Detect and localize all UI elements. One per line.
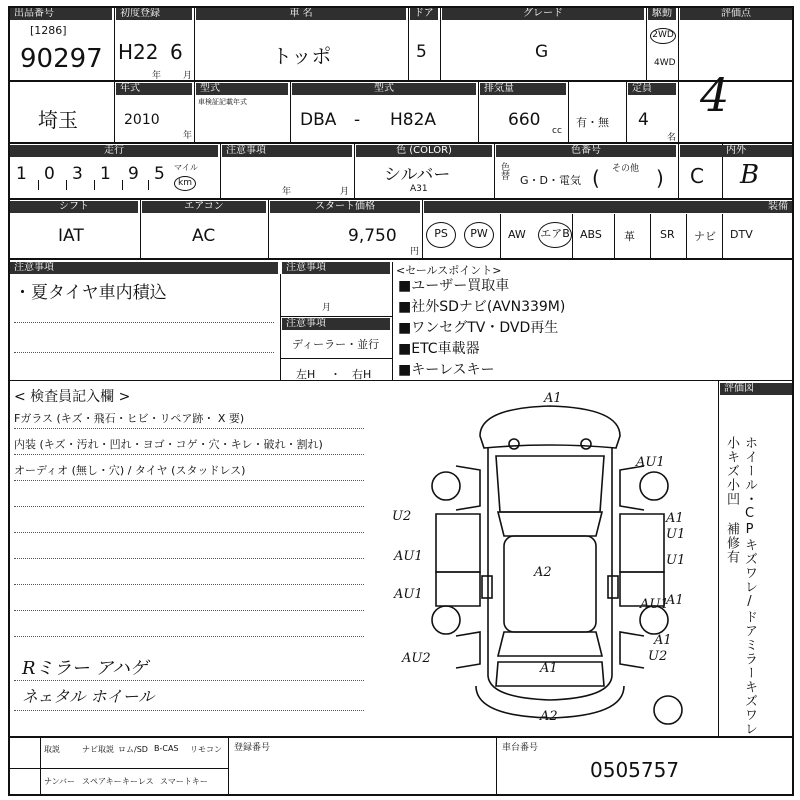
aircon: AC: [192, 226, 216, 246]
model-prefix: DBA: [300, 110, 337, 130]
shift-header: シフト: [10, 201, 138, 213]
footer-item: リモコン: [190, 745, 222, 754]
dotted-line: [14, 454, 364, 455]
equipment-leather: 革: [624, 230, 635, 243]
damage-mark: AU1: [636, 455, 665, 470]
price-header: スタート価格: [270, 201, 420, 213]
rule-v: [478, 80, 479, 142]
repaint-header: 内外: [680, 145, 792, 157]
rule-v: [392, 262, 393, 380]
rule-row2-bottom: [8, 142, 794, 144]
drive-2wd: 2WD: [650, 28, 676, 44]
dotted-line: [14, 636, 364, 637]
mileage-digit: 0: [44, 164, 55, 184]
steering-right: 右H: [352, 368, 372, 381]
rule-v: [614, 214, 615, 258]
region: 埼玉: [38, 108, 78, 132]
color-options: G・D・電気: [520, 174, 581, 187]
footer-item: ナビ取説: [82, 745, 114, 754]
rule-v: [494, 142, 495, 198]
handwritten-note-1: Rミラー アハゲ: [22, 658, 148, 679]
chassis-label: 車台番号: [502, 743, 539, 753]
equipment-abs: ABS: [580, 228, 602, 241]
rule-v: [718, 380, 719, 736]
first-reg-header: 初度登録: [116, 8, 192, 20]
inspector-title: < 検査員記入欄 >: [14, 389, 131, 405]
color-change: 色替: [499, 162, 509, 180]
car-damage-diagram: [380, 386, 716, 732]
footer-item: ナンバー: [44, 777, 76, 786]
capacity-value: 4: [638, 110, 649, 130]
rule-v: [354, 142, 355, 198]
model-year-note: 車検証記載年式: [198, 98, 247, 106]
dotted-line: [14, 480, 364, 481]
damage-mark: AU2: [402, 651, 431, 666]
steering-header: 注意事項: [282, 318, 390, 330]
title-header: 型式: [196, 83, 288, 95]
equipment-ps: PS: [426, 222, 456, 248]
dealer-type: ディーラー・並行: [292, 338, 380, 351]
sales-point: ■ユーザー買取車: [398, 278, 510, 294]
dotted-line: [14, 610, 364, 611]
footer-item: ロム/SD: [118, 745, 148, 754]
inspection-header: 注意事項: [222, 145, 352, 157]
first-reg-month: 6: [170, 40, 183, 64]
model-year-unit: 年: [183, 131, 193, 141]
rule-v: [194, 80, 195, 142]
sales-point: ■ワンセグTV・DVD再生: [398, 320, 559, 336]
steering-sep: ・: [330, 368, 341, 381]
price-unit: 円: [410, 247, 420, 257]
lot-header: 出品番号: [10, 8, 112, 20]
rule-v: [228, 736, 229, 796]
color-no-header: 色番号: [496, 145, 676, 157]
dotted-line: [14, 428, 364, 429]
dotted-line: [14, 506, 364, 507]
car-name-header: 車 名: [196, 8, 406, 20]
dealer-month: 月: [322, 303, 332, 313]
rule-footer-top: [8, 736, 794, 738]
rule-h: [280, 358, 392, 359]
inspector-line1: Fガラス (キズ・飛石・ヒビ・リペア跡・ X 要): [14, 412, 245, 425]
footer-item: B-CAS: [154, 744, 179, 753]
left-rear-fender: [456, 632, 480, 668]
damage-mark: A1: [544, 391, 562, 406]
sales-points: [398, 276, 565, 381]
displacement-unit: cc: [552, 126, 562, 136]
color-name: シルバー: [384, 165, 451, 185]
damage-mark: U2: [648, 649, 668, 664]
handwritten-note-2: ネェタル ホイール: [22, 687, 155, 706]
equipment-airbag: エアB: [538, 222, 572, 248]
damage-mark: A1: [666, 593, 684, 608]
left-mirror-shape: [482, 576, 492, 598]
footer-item: スマートキー: [160, 777, 208, 786]
equipment-list: [424, 214, 794, 258]
lot-number: 90297: [20, 44, 103, 74]
mileage-digit: 9: [128, 164, 139, 184]
damage-mark: U1: [666, 553, 686, 568]
dotted-line: [14, 352, 274, 353]
interior-grade: C: [690, 164, 704, 188]
sales-point: ■キーレスキー: [398, 362, 495, 378]
front-left-wheel-icon: [432, 472, 460, 500]
rear-window-shape: [498, 632, 602, 656]
mileage-digit: 1: [100, 164, 111, 184]
month-label: 月: [183, 71, 193, 81]
model-header: 型式: [292, 83, 476, 95]
dotted-line: [14, 680, 364, 681]
recycle: 有・無: [576, 116, 609, 129]
digit-sep: [94, 180, 95, 190]
model-year-header: 年式: [116, 83, 192, 95]
mileage-mile: マイル: [174, 163, 198, 172]
damage-mark: A1: [540, 661, 558, 676]
rule-v: [678, 6, 679, 198]
front-bumper-shape: [480, 406, 620, 448]
rule-v: [40, 736, 41, 796]
displacement-value: 660: [508, 110, 541, 130]
inspector-line2: 内装 (キズ・汚れ・凹れ・ヨゴ・コゲ・穴・キレ・破れ・割れ): [14, 438, 323, 451]
sales-point: ■ETC車載器: [398, 341, 480, 357]
mileage-digit: 3: [72, 164, 83, 184]
inspection-month: 月: [340, 187, 350, 197]
equipment-sr: SR: [660, 228, 675, 241]
damage-mark: A2: [534, 565, 552, 580]
capacity-header: 定員: [628, 83, 676, 95]
grade-header: グレード: [442, 8, 644, 20]
damage-mark: U2: [392, 509, 412, 524]
rule-row1-bottom: [8, 80, 794, 82]
equipment-navi: ナビ: [694, 230, 716, 243]
sales-point: ■社外SDナビ(AVN339M): [398, 299, 566, 315]
damage-mark: AU1: [394, 587, 423, 602]
inspection-year: 年: [282, 187, 292, 197]
right-mirror-shape: [608, 576, 618, 598]
score-value: 4: [700, 68, 730, 122]
rule-v: [194, 6, 195, 81]
equipment-header: 装備: [424, 201, 792, 213]
rule-v: [114, 80, 115, 142]
footer-item: キーレス: [122, 777, 154, 786]
dotted-line: [14, 558, 364, 559]
dotted-line: [14, 322, 274, 323]
side-header: 評価図: [720, 383, 792, 395]
windshield-shape: [498, 512, 602, 536]
model-dash: -: [354, 110, 361, 130]
rule-v: [440, 6, 441, 81]
exterior-grade: B: [740, 160, 760, 190]
inspector-line3: オーディオ (無し・穴) / タイヤ (スタッドレス): [14, 464, 246, 477]
footer-item: スペアキー: [82, 777, 122, 786]
right-rear-fender: [620, 632, 644, 668]
right-light-icon: [581, 439, 591, 449]
side-note: ホイール・CPキズワレ/ドアミラーキズワレ 小キズ小凹 補修有: [724, 436, 757, 736]
score-header: 評価点: [680, 8, 792, 20]
color-other: その他: [612, 164, 640, 174]
rear-left-wheel-icon: [432, 606, 460, 634]
rule-v: [280, 274, 281, 380]
color-header: 色 (COLOR): [356, 145, 492, 157]
rule-v: [686, 214, 687, 258]
dealer-header: 注意事項: [282, 262, 390, 274]
paren-open: (: [592, 166, 600, 190]
drive-4wd: 4WD: [654, 58, 676, 68]
capacity-unit: 名: [667, 133, 677, 143]
damage-mark: A2: [540, 709, 558, 724]
color-code: A31: [410, 184, 428, 194]
chassis-number: 0505757: [590, 758, 680, 782]
mileage-km: km: [174, 176, 196, 191]
rule-h: [280, 316, 392, 317]
mileage-digit: 1: [16, 164, 27, 184]
doors-value: 5: [416, 42, 427, 62]
rule-h: [8, 768, 228, 769]
rule-row4-bottom: [8, 258, 794, 260]
equipment-aw: AW: [508, 228, 526, 241]
left-rear-door: [436, 572, 480, 606]
rule-v: [650, 214, 651, 258]
mileage-digit: 5: [154, 164, 165, 184]
start-price: 9,750: [348, 226, 397, 246]
notes-text: ・夏タイヤ車内積込: [14, 283, 167, 303]
rule-v: [722, 214, 723, 258]
displacement-header: 排気量: [480, 83, 566, 95]
digit-sep: [66, 180, 67, 190]
dotted-line: [14, 584, 364, 585]
damage-mark: A1: [666, 511, 684, 526]
rule-v: [646, 6, 647, 81]
damage-mark: A1: [654, 633, 672, 648]
equipment-dtv: DTV: [730, 228, 753, 241]
doors-header: ドア: [410, 8, 438, 20]
rule-v: [408, 6, 409, 81]
rule-v: [290, 80, 291, 142]
digit-sep: [38, 180, 39, 190]
hood-shape: [496, 456, 604, 512]
notes-header: 注意事項: [10, 262, 278, 274]
digit-sep: [122, 180, 123, 190]
drive-header: 駆動: [648, 8, 676, 20]
rule-v: [114, 6, 115, 81]
model-year: 2010: [124, 112, 160, 128]
model-code: H82A: [390, 110, 437, 130]
aircon-header: エアコン: [142, 201, 266, 213]
rule-v: [422, 198, 423, 258]
rule-v: [568, 80, 569, 142]
transmission: IAT: [58, 226, 84, 246]
steering-left: 左H: [296, 368, 316, 381]
right-front-door: [620, 514, 664, 572]
equipment-pw: PW: [464, 222, 494, 248]
rule-v: [500, 214, 501, 258]
mileage-digits: [14, 160, 174, 192]
grade-value: G: [535, 42, 549, 62]
front-right-wheel-icon: [640, 472, 668, 500]
footer-item: 取説: [44, 745, 60, 754]
damage-mark: AU1: [640, 597, 669, 612]
damage-mark: U1: [666, 527, 686, 542]
rule-v: [268, 198, 269, 258]
sales-points-header: <セールスポイント>: [396, 264, 502, 277]
rule-v: [220, 142, 221, 198]
first-reg-era: H22: [118, 40, 159, 64]
rule-row3-bottom: [8, 198, 794, 200]
mileage-header: 走行: [10, 145, 218, 157]
lot-prefix: [1286]: [30, 24, 67, 37]
car-name: トッポ: [272, 44, 332, 68]
spare-tire-icon: [654, 696, 682, 724]
roof-shape: [504, 536, 596, 632]
year-label: 年: [152, 71, 162, 81]
dotted-line: [14, 710, 364, 711]
left-light-icon: [509, 439, 519, 449]
rule-v: [572, 214, 573, 258]
registration-label: 登録番号: [234, 743, 271, 753]
paren-close: ): [656, 166, 664, 190]
rule-v: [140, 198, 141, 258]
dotted-line: [14, 532, 364, 533]
digit-sep: [148, 180, 149, 190]
left-front-door: [436, 514, 480, 572]
damage-mark: AU1: [394, 549, 423, 564]
rule-v: [496, 736, 497, 796]
rule-v: [626, 80, 627, 142]
